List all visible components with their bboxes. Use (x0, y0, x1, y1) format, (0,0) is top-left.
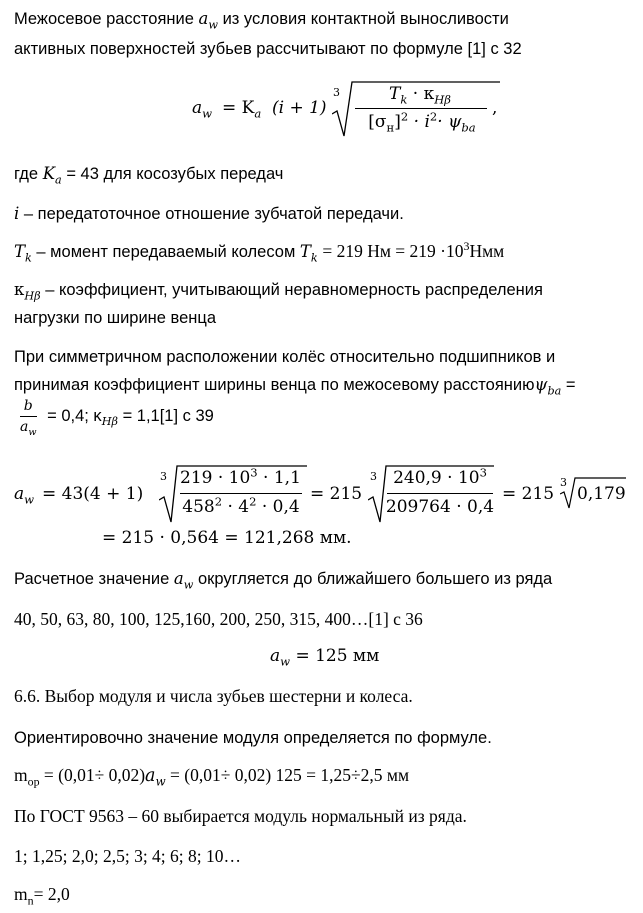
f1-denominator: $[\sigma_н]^2 \cdot i^2\cdot \psi_{ba}$ (368, 109, 476, 135)
section-title: 6.6. Выбор модуля и числа зубьев шестерни и колеса. (14, 686, 413, 706)
khb-line-2: нагрузки по ширине венца (14, 309, 217, 327)
module-series: 1; 1,25; 2,0; 2,5; 3; 4; 6; 8; 10… (14, 846, 242, 866)
aw-symbol: $a_w$ (198, 9, 218, 32)
sym-line-2: принимая коэффициент ширины венца по межосевому расстояниюψ$_{ba}$ = (14, 375, 576, 398)
intro-text-b: из условия контактной выносливости (222, 10, 509, 28)
intro-line-2: активных поверхностей зубьев рассчитывают по формуле [1] с 32 (14, 40, 522, 58)
tk-line: $T_k$ – момент передаваемый колесом $T_k = 219$ Нм = $219 \cdot 10^3Нмм$ (14, 239, 505, 265)
mn-line: $m_n= 2,0$ (14, 884, 70, 908)
sym-line-1: При симметричном расположении колёс относительно подшипников и (14, 348, 556, 366)
gost-line: По ГОСТ 9563 – 60 выбирается модуль нормальный из ряда. (14, 806, 467, 826)
intro-line-1 (14, 8, 509, 30)
aw-calculation: $a_w$ = 43(4 + 1) 3 $219 \cdot 10^3 \cdot 1,1$ $458^2 \cdot 4^2 \cdot 0,4$ = 215 3 $240,9 \cdot 10^3$ 209764 · 0,4 = 215 3 0,179 (14, 462, 634, 526)
i-line: i – передатоточное отношение зубчатой передачи. (14, 204, 404, 223)
mop-line: $m_{op} = (0,01\div 0,02)a_w = (0,01\div 0,02) 125 = 1,25\div 2,5$ мм (14, 765, 410, 789)
round-series: 40, 50, 63, 80, 100, 125,160, 200, 250, 315, 400…[1] с 36 (14, 609, 423, 629)
round-line: Расчетное значение $a_w$ округляется до ближайшего большего из ряда (14, 569, 553, 592)
ka-line: где $K_a = 43$ для косозубых передач (14, 164, 284, 187)
aw-formula: $a_w$ = $K_a$ (i + 1) 3 $T_k \cdot \kappa_{H\beta}$ $[\sigma_н]^2 \cdot i^2\cdot \psi_{ba}$ , (192, 78, 492, 138)
calc-result: = 215 · 0,564 = 121,268 мм. (102, 528, 352, 548)
sym-line-3: $\frac{b}{a_w}$ = 0,4; $\kappa_{H\beta} = 1,1[1]$ с 39 (14, 398, 214, 435)
aw-result: $a_w = 125$ мм (270, 646, 380, 669)
b-over-aw: $\frac{b}{a_w}$ (20, 398, 37, 438)
intro-text: Межосевое расстояние (14, 10, 194, 28)
orient-line: Ориентировочно значение модуля определяется по формуле. (14, 729, 492, 747)
khb-line-1: $\kappa_{H\beta}$ – коэффициент, учитывающий неравномерность распределения (14, 280, 543, 303)
f1-numerator: $T_k \cdot \kappa_{H\beta}$ (389, 84, 451, 107)
